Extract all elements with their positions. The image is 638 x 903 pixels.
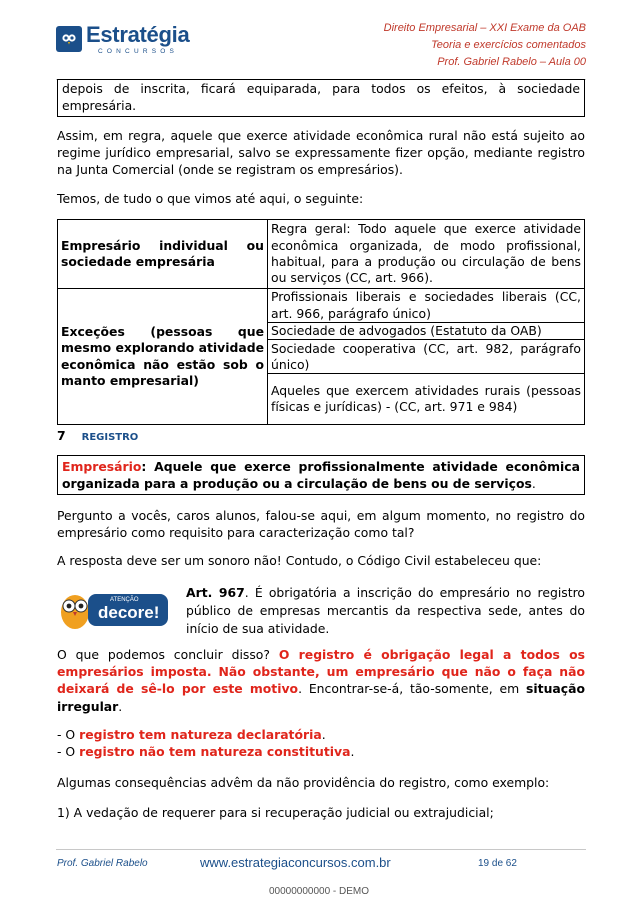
- article-967: [186, 584, 585, 638]
- bullet-constitutiva: [57, 743, 585, 760]
- definition-end: .: [531, 476, 536, 492]
- header-course: Direito Empresarial – XXI Exame da OAB: [383, 22, 586, 34]
- summary-table: [57, 219, 585, 425]
- paragraph-consequencias: Algumas consequências advêm da não providência do registro, como exemplo:: [57, 775, 550, 790]
- article-label: Art. 967: [186, 585, 245, 600]
- table-cell-item: Aqueles que exercem atividades rurais (pessoas físicas e jurídicas) - (CC, art. 971 e 984): [268, 374, 585, 425]
- paragraph-rural: Assim, em regra, aquele que exerce atividade econômica rural não está sujeito ao regime jurídico empresarial, salvo se expressamente fizer opção, mediante registro na Junta Comercial (onde se registram os empresários).: [57, 128, 585, 178]
- table-cell-item: Sociedade cooperativa (CC, art. 982, parágrafo único): [268, 340, 585, 374]
- estrategia-logo: [56, 22, 206, 58]
- table-cell-empresario: Empresário individual ou sociedade empresária: [58, 220, 268, 289]
- demo-watermark: 00000000000 - DEMO: [268, 886, 370, 897]
- concluir-end: .: [118, 698, 123, 714]
- paragraph-resposta: A resposta deve ser um sonoro não! Contudo, o Código Civil estabeleceu que:: [57, 553, 542, 568]
- section-number: 7: [57, 428, 66, 443]
- header-subtitle: Teoria e exercícios comentados: [431, 39, 586, 51]
- bullet-end: .: [321, 727, 326, 742]
- bullet-prefix: - O: [57, 744, 80, 759]
- bullet-declaratoria: [57, 726, 585, 743]
- table-cell-regra-geral: Regra geral: Todo aquele que exerce atividade econômica organizada, de modo profissional, habitual, para a produção ou circulação de bens ou serviços (CC, art. 966).: [268, 220, 585, 289]
- footer-page-number: 19 de 62: [478, 858, 517, 869]
- bullet-prefix: - O: [57, 727, 80, 742]
- section-heading: [57, 428, 138, 443]
- paragraph-pergunto: Pergunto a vocês, caros alunos, falou-se aqui, em algum momento, no registro do empresário como requisito para caracterização como tal?: [57, 508, 585, 541]
- table-cell-excecoes: Exceções (pessoas que mesmo explorando atividade econômica não estão sob o manto empresarial): [58, 289, 268, 425]
- table-row: [58, 220, 585, 289]
- decore-big-text: decore!: [98, 603, 160, 622]
- header-lesson: Prof. Gabriel Rabelo – Aula 00: [437, 56, 586, 68]
- paragraph-concluir: [57, 646, 585, 715]
- table-row: [58, 289, 585, 323]
- owl-logo-icon: [56, 26, 82, 52]
- definition-box: [57, 455, 585, 495]
- paragraph-temos: Temos, de tudo o que vimos até aqui, o seguinte:: [57, 191, 364, 206]
- footer-author: Prof. Gabriel Rabelo: [57, 858, 148, 869]
- table-cell-item: Sociedade de advogados (Estatuto da OAB): [268, 323, 585, 340]
- definition-text: : Aquele que exerce profissionalmente atividade econômica organizada para a produção ou a circulação de bens ou de serviços: [62, 459, 580, 492]
- footer-divider: [56, 849, 586, 850]
- bullet-highlight: registro tem natureza declaratória: [79, 727, 322, 742]
- bullet-highlight: registro não tem natureza constitutiva: [79, 744, 351, 759]
- footer-site-link[interactable]: www.estrategiaconcursos.com.br: [200, 855, 391, 870]
- boxed-paragraph-top: depois de inscrita, ficará equiparada, para todos os efeitos, à sociedade empresária.: [57, 79, 585, 117]
- article-text: . É obrigatória a inscrição do empresário no registro público de empresas mercantis da respectiva sede, antes do início de sua atividade.: [186, 585, 585, 636]
- logo-wordmark: Estratégia: [86, 22, 190, 47]
- list-item: 1) A vedação de requerer para si recuperação judicial ou extrajudicial;: [57, 805, 494, 820]
- table-cell-item: Profissionais liberais e sociedades liberais (CC, art. 966, parágrafo único): [268, 289, 585, 323]
- decore-small-text: ATENÇÃO: [110, 597, 139, 603]
- concluir-middle: . Encontrar-se-á, tão-somente, em: [298, 681, 527, 697]
- concluir-lead: O que podemos concluir disso?: [57, 647, 279, 662]
- logo-subtitle: CONCURSOS: [98, 48, 179, 55]
- decore-badge: [58, 586, 170, 632]
- definition-term: Empresário: [62, 459, 142, 474]
- bullet-end: .: [350, 744, 355, 759]
- concluir-bold: situação irregular: [57, 681, 585, 714]
- concluir-highlight: O registro é obrigação legal a todos os empresários imposta. Não obstante, um empresário que não o faça não deixará de sê-lo por este motivo: [57, 647, 585, 697]
- section-title: REGISTRO: [81, 432, 139, 443]
